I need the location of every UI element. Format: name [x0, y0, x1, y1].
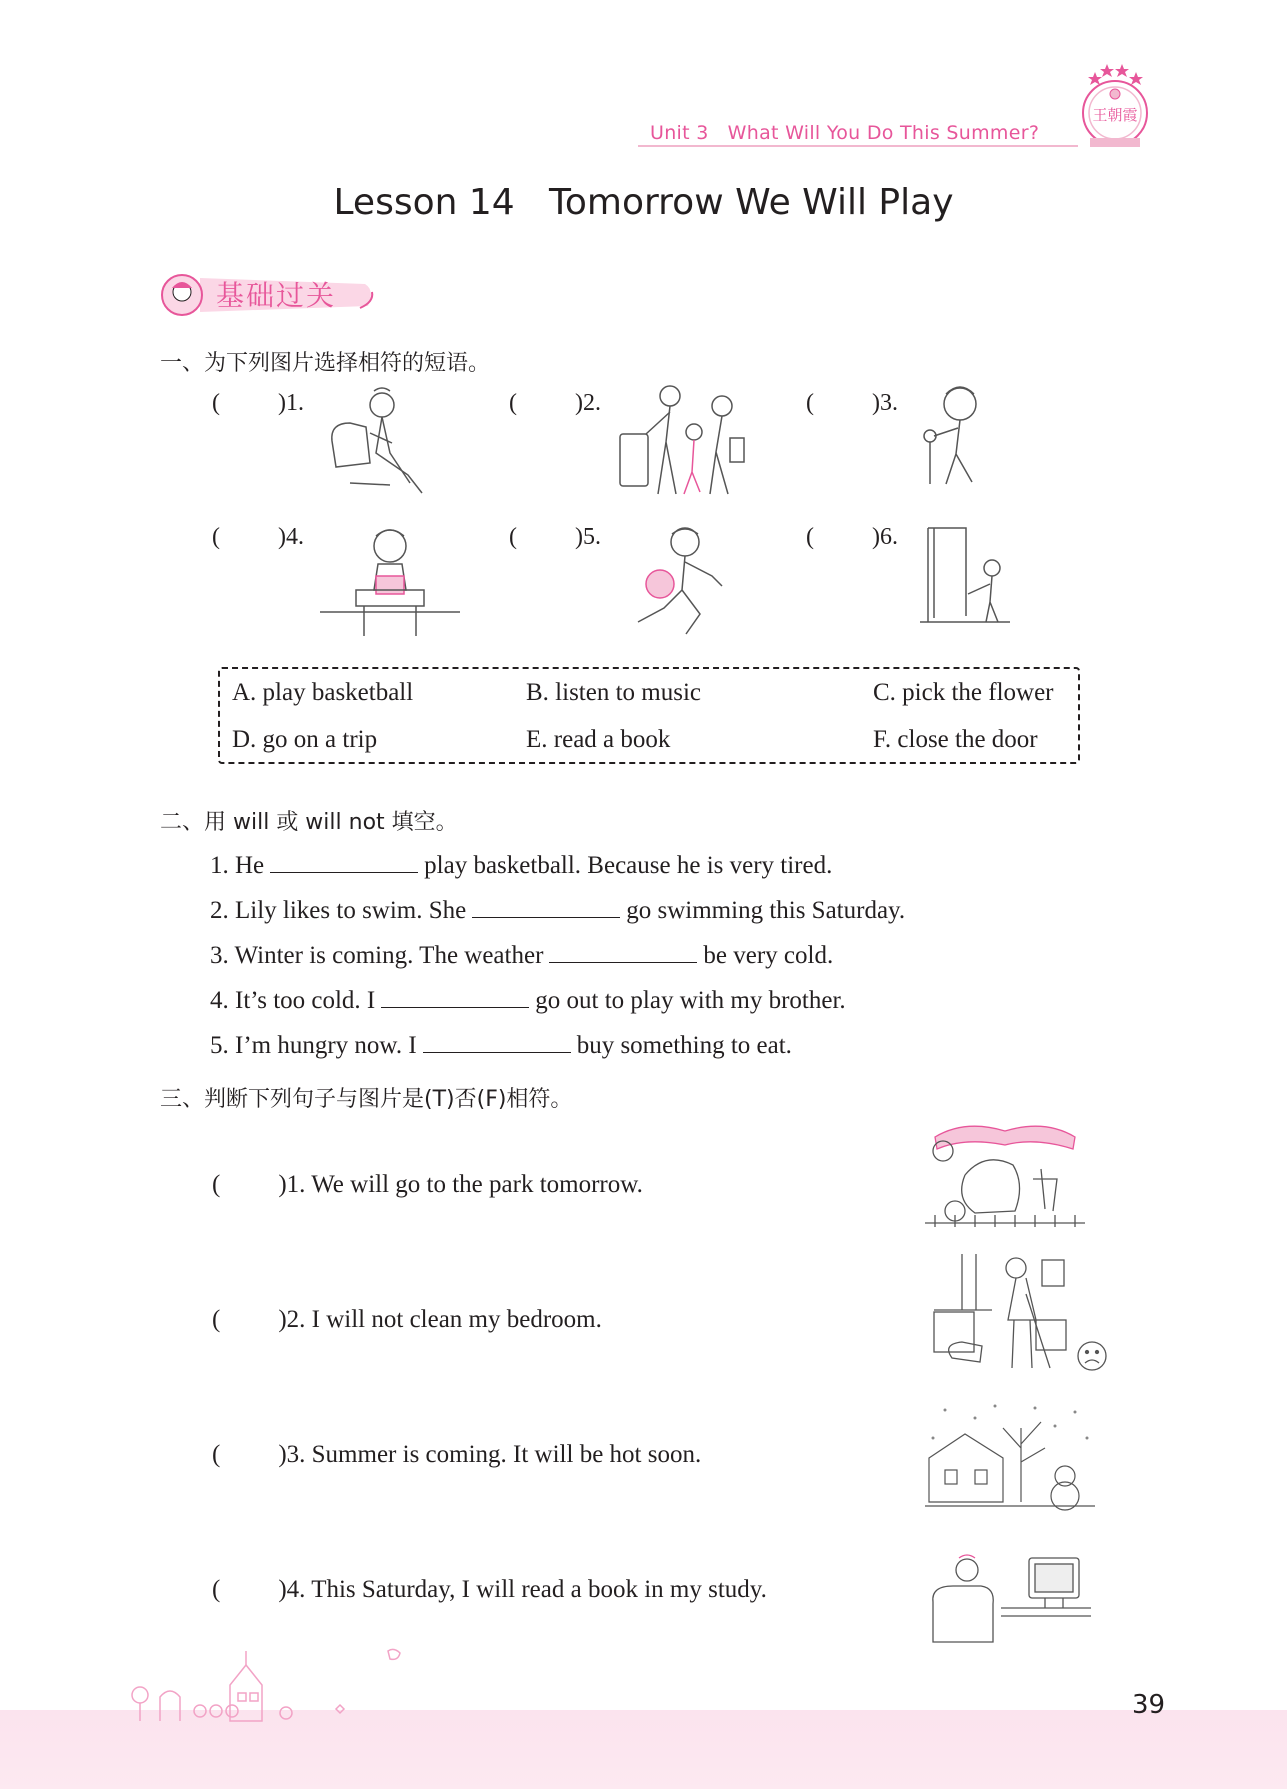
option-c: C. pick the flower — [873, 679, 1054, 706]
publisher-logo-icon — [1072, 58, 1158, 156]
svg-text:王朝霞: 王朝霞 — [1092, 106, 1138, 124]
answer-blank[interactable] — [381, 983, 529, 1008]
boy-closing-door-icon — [920, 526, 1010, 626]
part1-heading: 一、为下列图片选择相符的短语。 — [160, 351, 491, 376]
option-b: B. listen to music — [526, 679, 701, 706]
part2-sentence-1: 1. He play basketball. Because he is very tired. — [210, 848, 832, 880]
unit-label: Unit 3 — [650, 122, 709, 144]
park-animals-icon — [925, 1115, 1085, 1240]
part3-item-4[interactable]: ( )4. This Saturday, I will read a book in my study. — [212, 1576, 767, 1603]
part1-item-5[interactable]: ( )5. — [509, 524, 601, 550]
part2-sentence-4: 4. It’s too cold. I go out to play with my brother. — [210, 983, 846, 1015]
part1-item-4[interactable]: ( )4. — [212, 524, 304, 550]
girl-vacuuming-icon — [932, 1250, 1112, 1375]
answer-blank[interactable] — [423, 1028, 571, 1053]
part3-item-3[interactable]: ( )3. Summer is coming. It will be hot soon. — [212, 1441, 702, 1468]
part2-sentence-3: 3. Winter is coming. The weather be very cold. — [210, 938, 833, 970]
lesson-title: Lesson 14 Tomorrow We Will Play — [333, 182, 954, 223]
part3-item-1[interactable]: ( )1. We will go to the park tomorrow. — [212, 1171, 643, 1198]
winter-snow-scene-icon — [925, 1398, 1095, 1516]
town-decoration-icon — [120, 1645, 420, 1725]
answer-blank[interactable] — [472, 893, 620, 918]
option-d: D. go on a trip — [232, 726, 378, 753]
header-divider — [638, 145, 1078, 147]
option-a: A. play basketball — [232, 679, 414, 706]
answer-blank[interactable] — [270, 848, 418, 873]
unit-title: What Will You Do This Summer? — [727, 122, 1040, 144]
part2-sentence-5: 5. I’m hungry now. I buy something to eat. — [210, 1028, 792, 1060]
unit-header — [650, 122, 1039, 144]
part2-heading: 二、用 will 或 will not 填空。 — [160, 810, 458, 835]
boy-picking-flower-icon — [916, 384, 996, 490]
boy-reading-book-icon — [320, 526, 460, 638]
option-e: E. read a book — [526, 726, 671, 753]
part2-sentence-2: 2. Lily likes to swim. She go swimming this Saturday. — [210, 893, 905, 925]
part1-item-2[interactable]: ( )2. — [509, 390, 601, 416]
part1-item-3[interactable]: ( )3. — [806, 390, 898, 416]
part3-heading: 三、判断下列句子与图片是(T)否(F)相符。 — [160, 1087, 573, 1112]
girl-watching-tv-icon — [925, 1552, 1095, 1647]
part3-item-2[interactable]: ( )2. I will not clean my bedroom. — [212, 1306, 602, 1333]
answer-blank[interactable] — [549, 938, 697, 963]
part1-item-1[interactable]: ( )1. — [212, 390, 304, 416]
option-f: F. close the door — [873, 726, 1038, 753]
boy-basketball-icon — [630, 526, 740, 641]
girl-listening-music-icon — [330, 383, 440, 498]
family-trip-icon — [618, 382, 753, 500]
section-banner-label: 基础过关 — [216, 279, 337, 312]
part1-item-6[interactable]: ( )6. — [806, 524, 898, 550]
page-number: 39 — [1132, 1690, 1166, 1720]
